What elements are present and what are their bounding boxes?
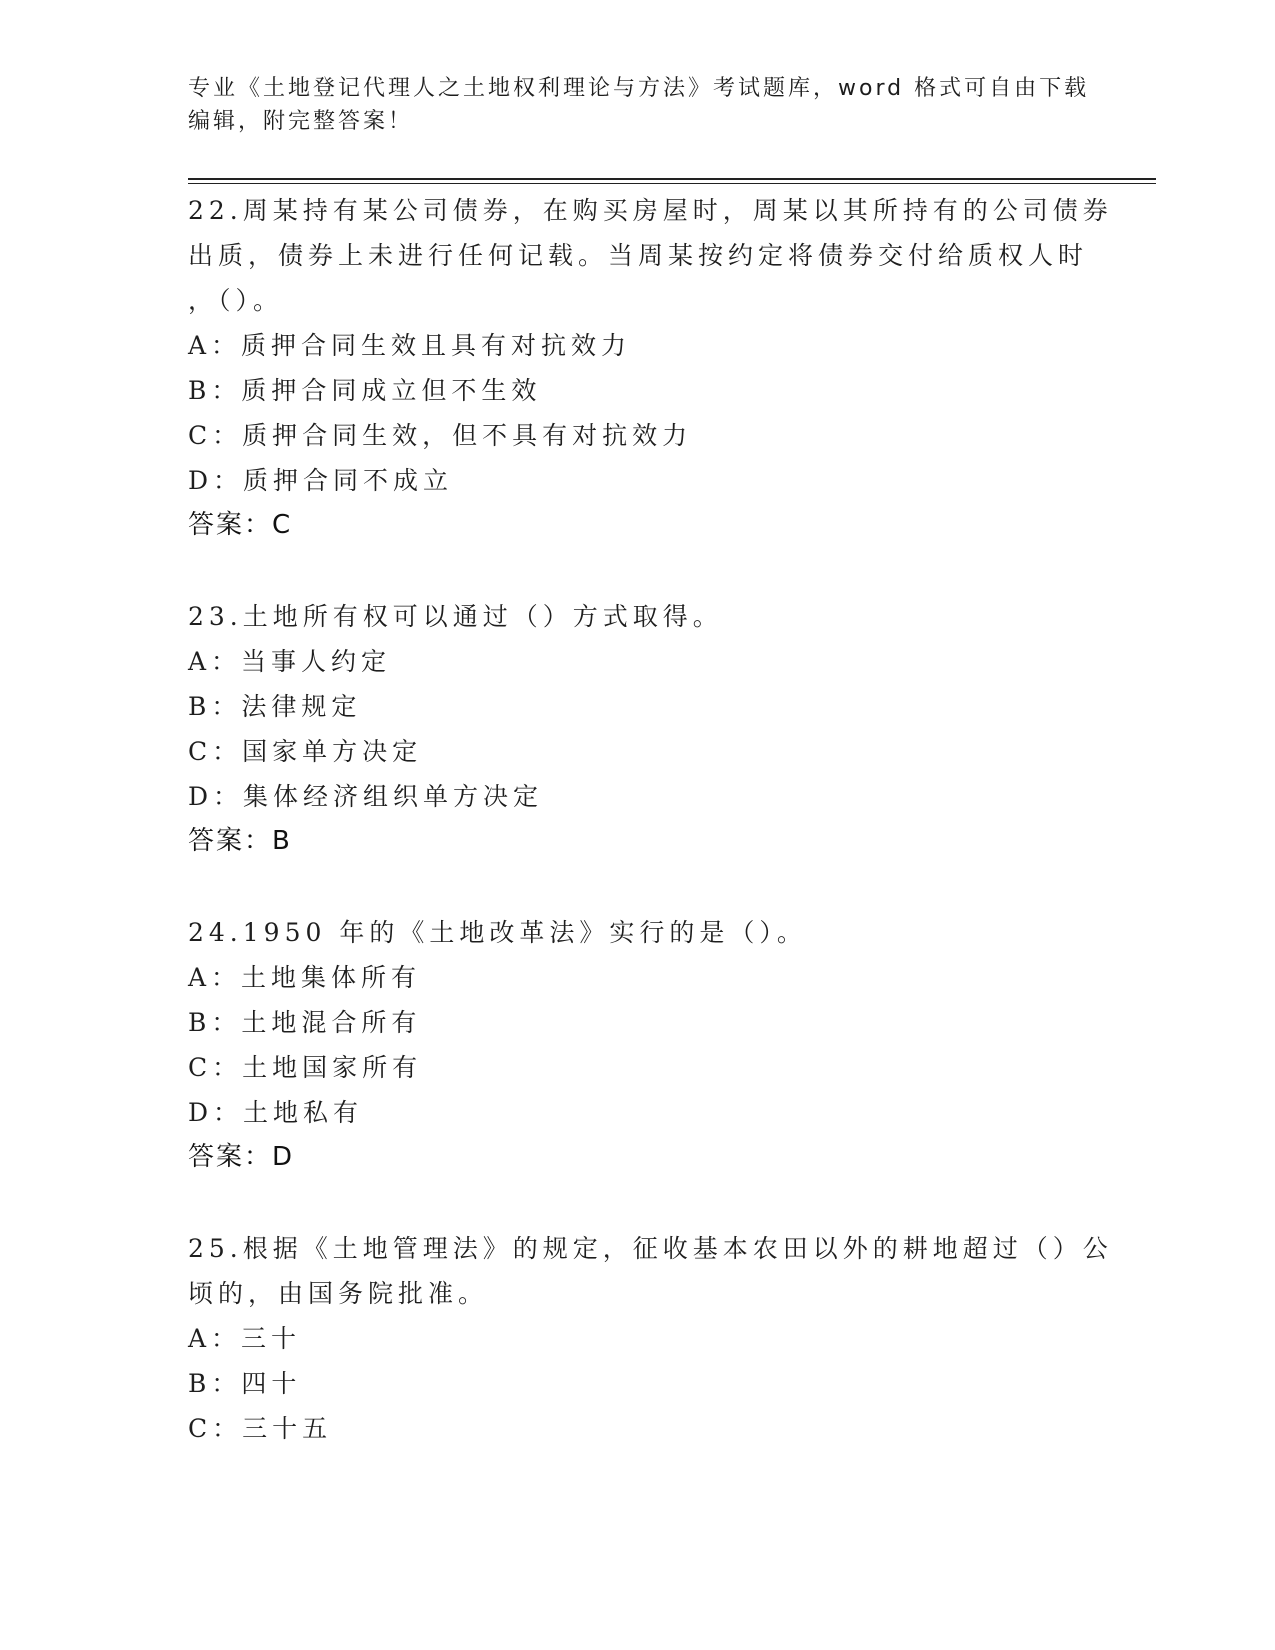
option-a: A：当事人约定 — [188, 647, 392, 676]
option-d: D：集体经济组织单方决定 — [188, 782, 544, 811]
question-text: 顷的，由国务院批准。 — [188, 1279, 489, 1308]
question-text: ，（）。 — [188, 286, 284, 315]
option-d: D：土地私有 — [188, 1098, 364, 1127]
option-b: B：法律规定 — [188, 692, 362, 721]
answer: 答案：C — [188, 510, 293, 540]
option-c: C：质押合同生效，但不具有对抗效力 — [188, 421, 693, 450]
question-25 — [188, 1226, 1113, 1451]
option-d: D：质押合同不成立 — [188, 466, 454, 495]
question-list — [188, 188, 1113, 1497]
question-text: 24.1950 年的《土地改革法》实行的是（）。 — [188, 918, 807, 947]
option-c: C：土地国家所有 — [188, 1053, 423, 1082]
question-22 — [188, 188, 1113, 548]
question-23 — [188, 594, 1088, 864]
header-line: 编辑，附完整答案！ — [188, 109, 414, 134]
header-divider-thin — [188, 183, 1156, 184]
option-b: B：土地混合所有 — [188, 1008, 422, 1037]
answer: 答案：D — [188, 1142, 295, 1172]
option-a: A：土地集体所有 — [188, 963, 422, 992]
option-b: B：质押合同成立但不生效 — [188, 376, 542, 405]
question-24 — [188, 910, 1088, 1180]
answer: 答案：B — [188, 826, 292, 856]
option-a: A：质押合同生效且具有对抗效力 — [188, 331, 632, 360]
header-line: 专业《土地登记代理人之土地权利理论与方法》考试题库，word 格式可自由下载 — [188, 76, 1090, 101]
option-a: A：三十 — [188, 1324, 302, 1353]
option-c: C：国家单方决定 — [188, 737, 423, 766]
header-divider-thick — [188, 178, 1156, 180]
document-header — [188, 72, 1090, 138]
question-text: 23.土地所有权可以通过（）方式取得。 — [188, 602, 723, 631]
question-text: 22.周某持有某公司债券，在购买房屋时，周某以其所持有的公司债券 — [188, 196, 1113, 225]
option-b: B：四十 — [188, 1369, 302, 1398]
question-text: 出质，债券上未进行任何记载。当周某按约定将债券交付给质权人时 — [188, 241, 1089, 270]
option-c: C：三十五 — [188, 1414, 333, 1443]
question-text: 25.根据《土地管理法》的规定，征收基本农田以外的耕地超过（）公 — [188, 1234, 1113, 1263]
